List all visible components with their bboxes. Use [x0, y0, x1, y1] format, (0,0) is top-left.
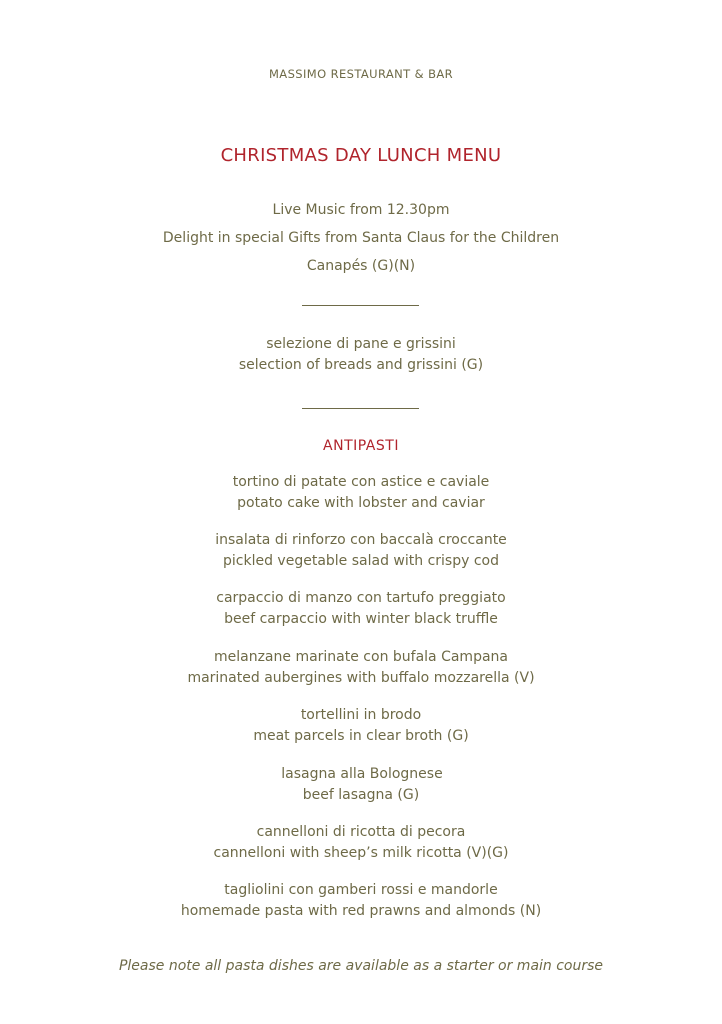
dish-english: potato cake with lobster and caviar [237, 495, 485, 511]
menu-item [0, 880, 722, 922]
dish-english: beef carpaccio with winter black truffle [224, 611, 498, 627]
dish-italian: tagliolini con gamberi rossi e mandorle [224, 882, 498, 898]
menu-title: CHRISTMAS DAY LUNCH MENU [220, 145, 502, 166]
dish-english: beef lasagna (G) [302, 787, 420, 803]
menu-item [0, 822, 722, 864]
dish-italian: carpaccio di manzo con tartufo preggiato [216, 590, 506, 606]
dish-english: cannelloni with sheep’s milk ricotta (V)(G) [213, 845, 509, 861]
menu-item [0, 588, 722, 630]
menu-item [0, 764, 722, 806]
dish-italian: insalata di rinforzo con baccalà croccante [215, 532, 507, 548]
dish-italian: lasagna alla Bolognese [281, 766, 443, 782]
menu-item [0, 530, 722, 572]
menu-item [0, 705, 722, 747]
menu-item [0, 472, 722, 514]
divider [302, 408, 419, 409]
restaurant-name: MASSIMO RESTAURANT & BAR [268, 67, 454, 81]
pasta-note: Please note all pasta dishes are available as a starter or main course [118, 958, 604, 974]
dish-english: pickled vegetable salad with crispy cod [223, 553, 499, 569]
dish-english: marinated aubergines with buffalo mozzarella (V) [187, 670, 535, 686]
menu-item [0, 647, 722, 689]
bread-italian: selezione di pane e grissini [266, 336, 456, 352]
intro-canapes: Canapés (G)(N) [306, 258, 416, 274]
dish-italian: tortellini in brodo [300, 707, 422, 723]
bread-course [0, 334, 722, 376]
dish-italian: tortino di patate con astice e caviale [232, 474, 490, 490]
divider [302, 305, 419, 306]
bread-english: selection of breads and grissini (G) [238, 357, 484, 373]
intro-santa-gifts: Delight in special Gifts from Santa Claus for the Children [162, 230, 560, 246]
dish-english: meat parcels in clear broth (G) [253, 728, 469, 744]
dish-italian: melanzane marinate con bufala Campana [213, 649, 508, 665]
intro-live-music: Live Music from 12.30pm [272, 202, 450, 218]
intro-block [0, 196, 722, 280]
section-heading-antipasti: ANTIPASTI [323, 438, 399, 454]
dish-english: homemade pasta with red prawns and almonds (N) [180, 903, 542, 919]
dish-italian: cannelloni di ricotta di pecora [256, 824, 466, 840]
